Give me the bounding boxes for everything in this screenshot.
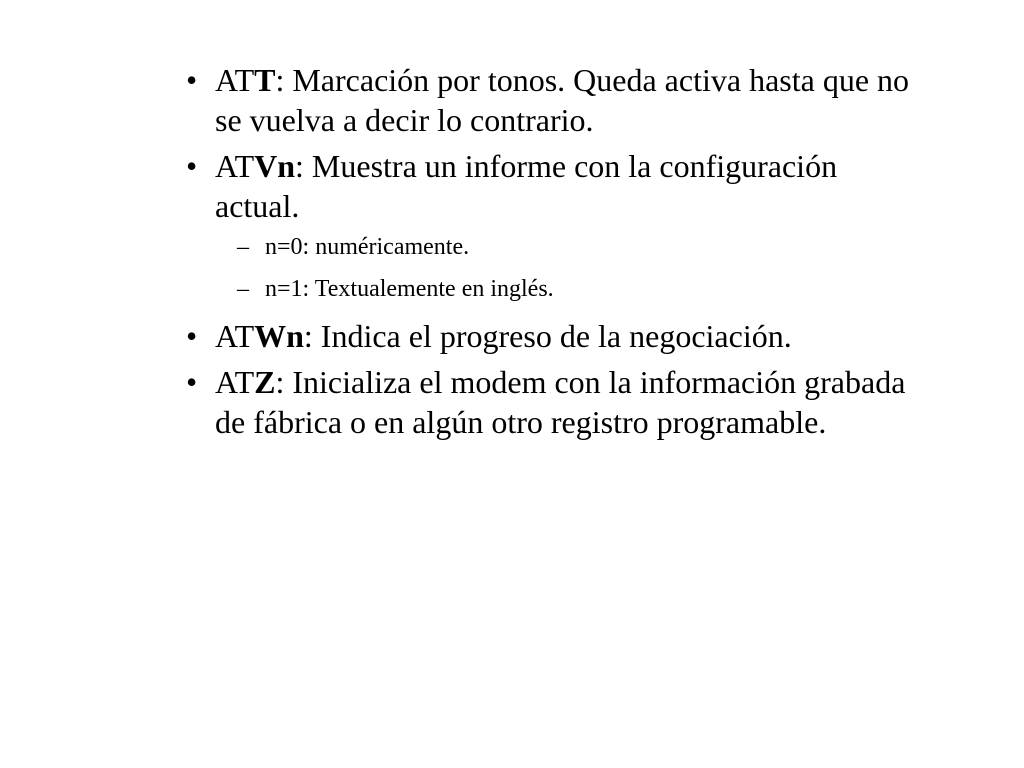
command-key: Vn	[254, 148, 296, 184]
command-prefix: AT	[215, 148, 255, 184]
command-key: T	[254, 62, 276, 98]
sub-item-text: n=1: Textualemente en inglés.	[265, 276, 554, 302]
bullet-marker: •	[186, 364, 198, 400]
command-prefix: AT	[215, 62, 255, 98]
sub-item-n0	[237, 232, 926, 262]
command-key: Z	[254, 364, 276, 400]
bullet-text: : Muestra un informe con la configuración actual.	[215, 148, 838, 224]
bullet-text: : Inicializa el modem con la información grabada de fábrica o en algún otro registro programable.	[215, 364, 906, 440]
bullet-text: : Indica el progreso de la negociación.	[303, 318, 792, 354]
dash-marker: –	[237, 234, 249, 260]
sub-list	[215, 232, 926, 304]
command-prefix: AT	[215, 364, 255, 400]
bullet-item-atvn	[186, 146, 926, 304]
bullet-item-atwn	[186, 316, 926, 356]
dash-marker: –	[237, 276, 249, 302]
command-key: Wn	[254, 318, 304, 354]
bullet-marker: •	[186, 62, 198, 98]
bullet-list	[186, 60, 926, 448]
bullet-marker: •	[186, 318, 198, 354]
bullet-marker: •	[186, 148, 198, 184]
bullet-text: : Marcación por tonos. Queda activa hasta que no se vuelva a decir lo contrario.	[215, 62, 910, 138]
bullet-item-atz	[186, 362, 926, 442]
bullet-item-att	[186, 60, 926, 140]
sub-item-text: n=0: numéricamente.	[265, 234, 470, 260]
sub-item-n1	[237, 274, 926, 304]
command-prefix: AT	[215, 318, 255, 354]
